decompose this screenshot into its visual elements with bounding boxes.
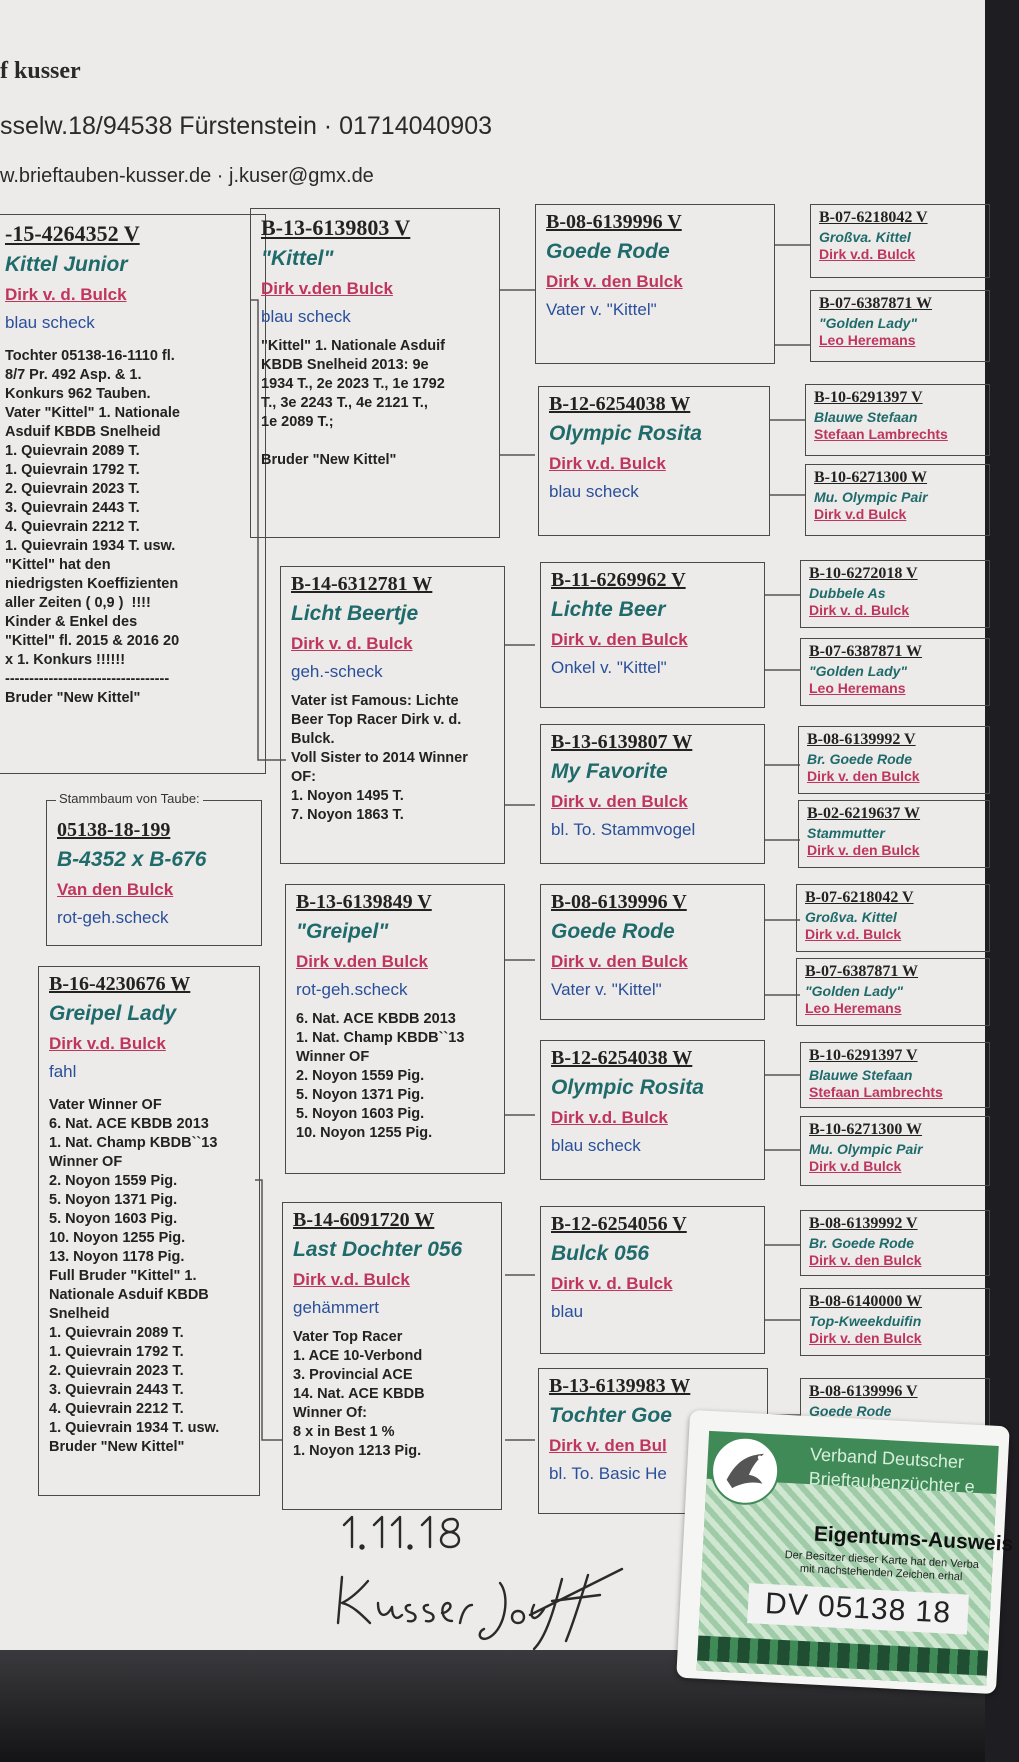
breeder-link: Leo Heremans — [819, 332, 916, 348]
grandparent-pigeon-card — [540, 724, 765, 864]
color-text: blau scheck — [5, 313, 95, 332]
parent-pigeon-card — [280, 566, 505, 864]
pigeon-name: Dubbele As — [809, 585, 886, 601]
performance-notes: Vater Winner OF 6. Nat. ACE KBDB 2013 1. Nat. Champ KBDB``13 Winner OF 2. Noyon 1559 Pig. 5. Noyon 1371 Pig. 5. Noyon 1603 Pig. 10. Noyon 1255 Pig. 13. Noyon 1178 Pig. Full Bruder "Kittel" 1. Nationale Asduif KBDB Snelheid 1. Quievrain 2089 T. 1. Quievrain 1792 T. 2. Quievrain 2023 T. 3. Quievrain 2443 T. 4. Quievrain 2212 T. 1. Quievrain 1934 T. usw. Bruder "New Kittel" — [49, 1097, 220, 1455]
breeder-link: Dirk v. den Bulck — [551, 792, 688, 811]
pigeon-name: My Favorite — [551, 760, 668, 783]
ring-number: B-10-6291397 V — [809, 1047, 918, 1064]
pigeon-name: Goede Rode — [551, 920, 675, 943]
ring-number: B-08-6140000 W — [809, 1293, 923, 1310]
ring-number: B-07-6387871 W — [809, 643, 923, 660]
color-text: blau scheck — [261, 307, 351, 326]
ring-number: B-08-6139992 V — [809, 1215, 918, 1232]
pigeon-name: "Golden Lady" — [805, 983, 904, 999]
color-text: Onkel v. "Kittel" — [551, 658, 667, 677]
color-text: geh.-scheck — [291, 662, 383, 681]
ring-number: B-08-6139992 V — [807, 731, 916, 748]
grandparent-pigeon-card — [540, 1040, 765, 1180]
breeder-link: Dirk v.d. Bulck — [49, 1034, 166, 1053]
breeder-contact: w.brieftauben-kusser.de · j.kuser@gmx.de — [0, 165, 374, 187]
ring-number: B-13-6139807 W — [551, 731, 693, 753]
breeder-link: Dirk v. d. Bulck — [809, 602, 910, 618]
pigeon-name: Tochter Goe — [549, 1404, 672, 1427]
great-grandparent-card — [800, 638, 990, 706]
ring-number: B-12-6254038 W — [551, 1047, 693, 1069]
great-grandparent-card — [800, 1042, 990, 1108]
breeder-link: Van den Bulck — [57, 880, 174, 899]
ring-number: B-10-6271300 W — [809, 1121, 923, 1138]
ring-number: B-07-6218042 V — [819, 209, 928, 226]
handwritten-signature — [330, 1505, 650, 1655]
ring-number: B-14-6312781 W — [291, 573, 433, 595]
pigeon-name: Großva. Kittel — [819, 229, 911, 245]
color-text: Vater v. "Kittel" — [551, 980, 662, 999]
ring-number: B-08-6139996 V — [546, 211, 682, 233]
card-title: Eigentums-Ausweis — [813, 1522, 1014, 1556]
ring-number: B-02-6219637 W — [807, 805, 921, 822]
pigeon-name: Mu. Olympic Pair — [814, 489, 928, 505]
grandparent-pigeon-card — [540, 884, 765, 1020]
pigeon-name: Olympic Rosita — [549, 422, 702, 445]
pigeon-name: "Golden Lady" — [809, 663, 908, 679]
card-number: DV 05138 18 — [747, 1583, 969, 1634]
grandparent-pigeon-card — [535, 204, 775, 364]
pigeon-name: Lichte Beer — [551, 598, 666, 621]
ring-number: B-10-6271300 W — [814, 469, 928, 486]
performance-notes: 6. Nat. ACE KBDB 2013 1. Nat. Champ KBDB``13 Winner OF 2. Noyon 1559 Pig. 5. Noyon 1371 Pig. 5. Noyon 1603 Pig. 10. Noyon 1255 Pig. — [296, 1011, 465, 1141]
breeder-link: Dirk v. d. Bulck — [291, 634, 413, 653]
great-grandparent-card — [810, 204, 990, 278]
breeder-link: Dirk v.d. Bulck — [549, 454, 666, 473]
color-text: gehämmert — [293, 1298, 379, 1317]
grandparent-pigeon-card — [540, 562, 765, 708]
color-text: blau scheck — [549, 482, 639, 501]
ring-number: B-10-6272018 V — [809, 565, 918, 582]
breeder-link: Dirk v.den Bulck — [261, 279, 393, 298]
ring-number: B-07-6387871 W — [805, 963, 919, 980]
pigeon-name: Br. Goede Rode — [809, 1235, 915, 1251]
performance-notes: "Kittel" 1. Nationale Asduif KBDB Snelheid 2013: 9e 1934 T., 2e 2023 T., 1e 1792 T., 3e 2243 T., 4e 2121 T., 1e 2089 T.; Bruder "New Kittel" — [261, 338, 446, 468]
breeder-link: Dirk v. den Bulck — [809, 1252, 922, 1268]
breeder-name: f kusser — [0, 58, 81, 84]
breeder-address: sselw.18/94538 Fürstenstein · 01714040903 — [0, 112, 493, 140]
color-text: rot-geh.scheck — [57, 908, 169, 927]
stammbaum-card — [46, 800, 262, 946]
ring-number: B-10-6291397 V — [814, 389, 923, 406]
pigeon-name: "Greipel" — [296, 920, 389, 943]
organization-line: Brieftaubenzüchter e — [808, 1468, 976, 1497]
parent-pigeon-card — [250, 208, 500, 538]
breeder-link: Dirk v. den Bulck — [807, 768, 920, 784]
grandparent-pigeon-card — [538, 386, 770, 536]
breeder-link: Stefaan Lambrechts — [814, 426, 948, 442]
ring-number: B-13-6139983 W — [549, 1375, 691, 1397]
breeder-link: Dirk v. den Bulck — [551, 630, 688, 649]
grandparent-pigeon-card — [540, 1206, 765, 1354]
great-grandparent-card — [800, 1210, 990, 1276]
breeder-link: Leo Heremans — [809, 680, 906, 696]
breeder-link: Dirk v. den Bulck — [807, 842, 920, 858]
great-grandparent-card — [796, 958, 990, 1026]
pigeon-name: Greipel Lady — [49, 1002, 177, 1025]
pigeon-name: Br. Goede Rode — [807, 751, 913, 767]
pigeon-name: B-4352 x B-676 — [57, 848, 207, 871]
color-text: blau scheck — [551, 1136, 641, 1155]
breeder-link: Dirk v.d Bulck — [809, 1158, 902, 1174]
ring-number: B-13-6139803 V — [261, 215, 411, 240]
pigeon-name: Olympic Rosita — [551, 1076, 704, 1099]
performance-notes: Tochter 05138-16-1110 fl. 8/7 Pr. 492 Asp. & 1. Konkurs 962 Tauben. Vater "Kittel" 1. Nationale Asduif KBDB Snelheid 1. Quievrain 2089 T. 1. Quievrain 1792 T. 2. Quievrain 2023 T. 3. Quievrain 2443 T. 4. Quievrain 2212 T. 1. Quievrain 1934 T. usw. "Kittel" hat den niedrigsten Koeffizienten aller Zeiten ( 0,9 ) !!!! Kinder & Enkel des "Kittel" fl. 2015 & 2016 20 x 1. Konkurs !!!!!! ---------------------------------- Bruder "New Kittel" — [5, 348, 180, 706]
breeder-link: Dirk v. den Bulck — [551, 952, 688, 971]
pigeon-name: Blauwe Stefaan — [809, 1067, 913, 1083]
breeder-link: Dirk v. d. Bulck — [551, 1274, 673, 1293]
breeder-link: Dirk v.d. Bulck — [293, 1270, 410, 1289]
ring-number: B-08-6139996 V — [809, 1383, 918, 1400]
breeder-link: Stefaan Lambrechts — [809, 1084, 943, 1100]
pigeon-name: Licht Beertje — [291, 602, 419, 625]
great-grandparent-card — [805, 384, 990, 456]
color-text: bl. To. Stammvogel — [551, 820, 696, 839]
performance-notes: Vater ist Famous: Lichte Beer Top Racer Dirk v. d. Bulck. Voll Sister to 2014 Winner OF: 1. Noyon 1495 T. 7. Noyon 1863 T. — [291, 693, 468, 823]
ring-number: B-07-6387871 W — [819, 295, 933, 312]
ring-number: B-12-6254038 W — [549, 393, 691, 415]
pigeon-name: Last Dochter 056 — [293, 1238, 463, 1261]
stammbaum-label: Stammbaum von Taube: — [56, 791, 203, 806]
subject-pigeon-card — [0, 214, 266, 774]
color-text: Vater v. "Kittel" — [546, 300, 657, 319]
performance-notes: Vater Top Racer 1. ACE 10-Verbond 3. Provincial ACE 14. Nat. ACE KBDB Winner Of: 8 x in Best 1 % 1. Noyon 1213 Pig. — [293, 1329, 425, 1459]
breeder-link: Dirk v.d. Bulck — [819, 246, 916, 262]
organization-line: Verband Deutscher — [809, 1444, 965, 1473]
color-text: bl. To. Basic He — [549, 1464, 667, 1483]
pigeon-name: Goede Rode — [809, 1403, 892, 1419]
pigeon-name: "Golden Lady" — [819, 315, 918, 331]
parent-pigeon-card — [282, 1202, 502, 1510]
pigeon-name: Kittel Junior — [5, 253, 128, 276]
great-grandparent-card — [798, 726, 990, 794]
pigeon-name: Top-Kweekduifin — [809, 1313, 922, 1329]
ring-number: B-13-6139849 V — [296, 891, 432, 913]
great-grandparent-card — [800, 1116, 990, 1186]
ring-number: B-16-4230676 W — [49, 973, 191, 995]
dam-pigeon-card — [38, 966, 260, 1496]
pigeon-name: Bulck 056 — [551, 1242, 650, 1265]
pigeon-name: "Kittel" — [261, 247, 334, 270]
ring-number: -15-4264352 V — [5, 221, 140, 246]
ring-number: B-08-6139996 V — [551, 891, 687, 913]
pigeon-name: Blauwe Stefaan — [814, 409, 918, 425]
color-text: fahl — [49, 1062, 77, 1081]
breeder-link: Dirk v. den Bulck — [546, 272, 683, 291]
parent-pigeon-card — [285, 884, 505, 1174]
breeder-link: Dirk v. den Bulck — [809, 1330, 922, 1346]
color-text: rot-geh.scheck — [296, 980, 408, 999]
breeder-link: Dirk v.d. Bulck — [805, 926, 902, 942]
ring-number: 05138-18-199 — [57, 819, 171, 841]
breeder-link: Dirk v.den Bulck — [296, 952, 428, 971]
color-text: blau — [551, 1302, 584, 1321]
pigeon-name: Mu. Olympic Pair — [809, 1141, 923, 1157]
breeder-link: Dirk v. d. Bulck — [5, 285, 127, 304]
pigeon-name: Großva. Kittel — [805, 909, 897, 925]
breeder-link: Leo Heremans — [805, 1000, 902, 1016]
card-face — [697, 1431, 1014, 1686]
pigeon-name: Goede Rode — [546, 240, 670, 263]
card-organization — [808, 1442, 976, 1499]
great-grandparent-card — [810, 290, 990, 362]
breeder-link: Dirk v.d. Bulck — [551, 1108, 668, 1127]
great-grandparent-card — [800, 560, 990, 628]
breeder-link: Dirk v.d Bulck — [814, 506, 907, 522]
great-grandparent-card — [798, 800, 990, 868]
great-grandparent-card — [805, 464, 990, 536]
ownership-card — [676, 1410, 1014, 1694]
ring-number: B-12-6254056 V — [551, 1213, 687, 1235]
card-description: Der Besitzer dieser Karte hat den Verba mit nachstehenden Zeichen erhal — [784, 1548, 980, 1584]
great-grandparent-card — [800, 1288, 990, 1356]
ring-number: B-07-6218042 V — [805, 889, 914, 906]
great-grandparent-card — [796, 884, 990, 952]
pigeon-name: Stammutter — [807, 825, 885, 841]
ring-number: B-14-6091720 W — [293, 1209, 435, 1231]
ring-number: B-11-6269962 V — [551, 569, 686, 591]
breeder-link: Dirk v. den Bul — [549, 1436, 667, 1455]
